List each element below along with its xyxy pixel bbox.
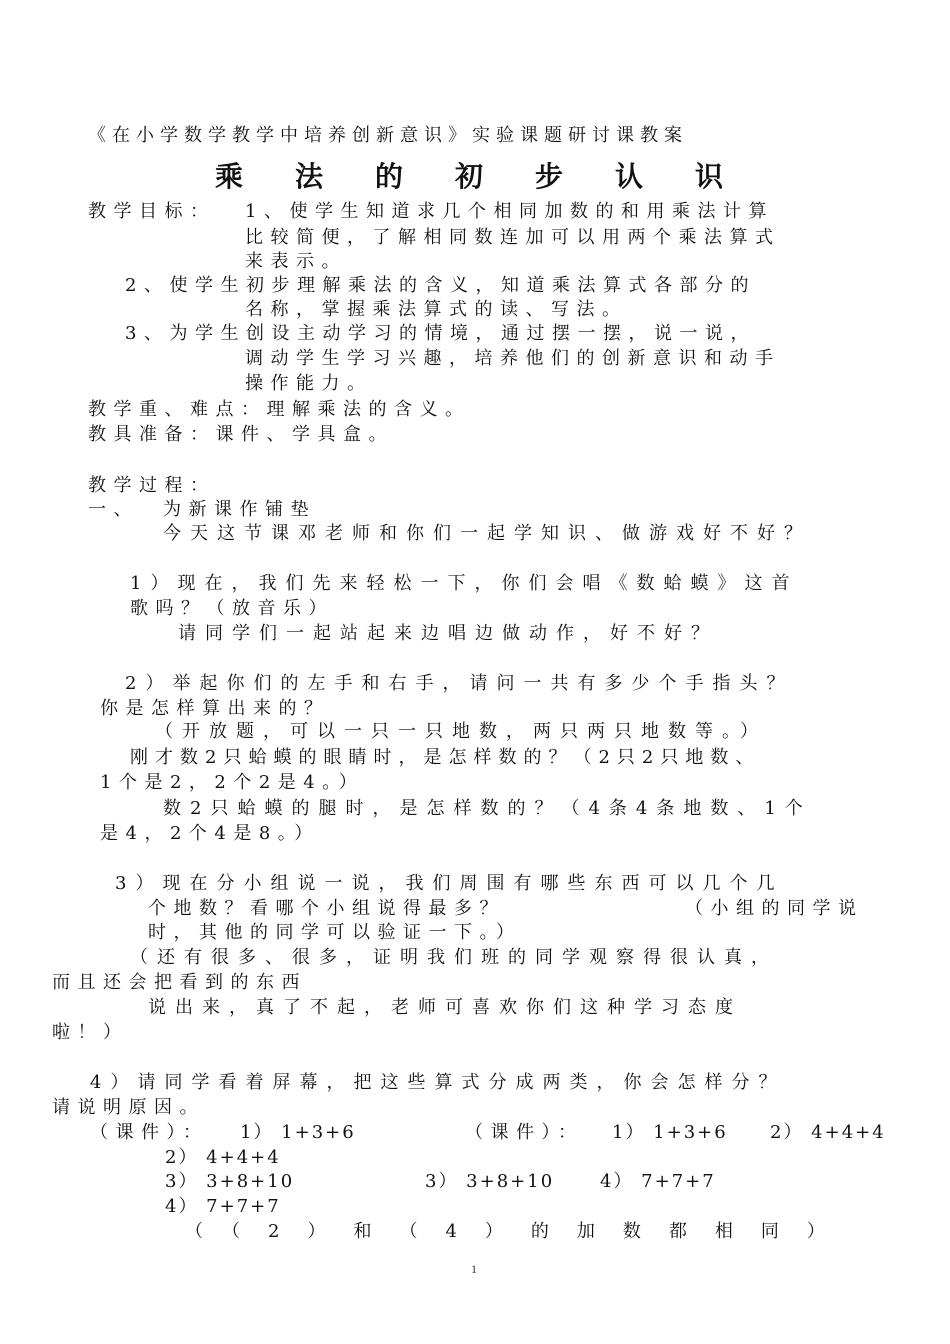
objectives-label: 教学目标： bbox=[88, 201, 216, 222]
objective-1-line-1: 1、使学生知道求几个相同加数的和用乘法计算 bbox=[245, 201, 774, 222]
teaching-tools: 教具准备：课件、学具盒。 bbox=[88, 424, 394, 445]
expression-2-2: 2） 4+4+4 bbox=[770, 1122, 886, 1143]
step-3-line-6: 说出来，真了不起，老师可喜欢你们这种学习态度 bbox=[148, 997, 742, 1018]
objective-1-line-2: 比较简便，了解相同数连加可以用两个乘法算式 bbox=[245, 227, 781, 248]
page-title: 乘法的初步认识 bbox=[215, 160, 776, 193]
step-2-line-7: 是4，2个4是8。） bbox=[100, 823, 320, 844]
objective-3-line-1: 3、为学生创设主动学习的情境，通过摆一摆，说一说， bbox=[125, 323, 756, 344]
section-1-intro: 今天这节课邓老师和你们一起学知识、做游戏好不好？ bbox=[163, 523, 811, 544]
step-2-line-6: 数2只蛤蟆的腿时，是怎样数的？（4条4条地数、1个 bbox=[163, 798, 812, 819]
expression-1-4: 4） 7+7+7 bbox=[165, 1196, 281, 1217]
expression-2-4: 4） 7+7+7 bbox=[600, 1171, 716, 1192]
step-3-line-4: （还有很多、很多，证明我们班的同学观察得很认真， bbox=[130, 947, 778, 968]
courseware-label-1: （课件）： bbox=[90, 1122, 209, 1143]
courseware-label-2: （课件）： bbox=[465, 1122, 584, 1143]
step-1-line-2: 歌吗？（放音乐） bbox=[130, 598, 334, 619]
step-2-line-1: 2）举起你们的左手和右手，请问一共有多少个手指头？ bbox=[125, 673, 794, 694]
step-2-line-4: 刚才数2只蛤蟆的眼睛时，是怎样数的？（2只2只地数、 bbox=[130, 747, 761, 768]
expression-1-1: 1） 1+3+6 bbox=[240, 1122, 356, 1143]
step-3-line-2: 个地数？看哪个小组说得最多？ bbox=[148, 898, 505, 919]
objective-2-line-1: 2、使学生初步理解乘法的含义，知道乘法算式各部分的 bbox=[125, 275, 756, 296]
step-2-line-2: 你是怎样算出来的？ bbox=[100, 698, 330, 719]
step-1-line-3: 请同学们一起站起来边唱边做动作，好不好？ bbox=[178, 623, 718, 644]
key-points: 教学重、难点：理解乘法的含义。 bbox=[88, 399, 471, 420]
step-4-line-1: 4）请同学看着屏幕，把这些算式分成两类，你会怎样分？ bbox=[90, 1072, 786, 1093]
section-1-number: 一、 bbox=[88, 499, 139, 520]
expression-2-1: 1） 1+3+6 bbox=[612, 1122, 728, 1143]
step-3-line-5: 而且还会把看到的东西 bbox=[52, 972, 307, 993]
step-1-line-1: 1）现在，我们先来轻松一下，你们会唱《数蛤蟆》这首 bbox=[130, 573, 799, 594]
step-3-line-3: 时，其他的同学可以验证一下。） bbox=[148, 922, 522, 943]
step-3-line-2b: （小组的同学说 bbox=[685, 898, 864, 919]
step-3-line-1: 3）现在分小组说一说，我们周围有哪些东西可以几个几 bbox=[115, 873, 784, 894]
expression-1-3: 3） 3+8+10 bbox=[165, 1171, 295, 1192]
grouping-note: （（2）和（4）的加数都相同） bbox=[185, 1221, 853, 1242]
objective-2-line-2: 名称，掌握乘法算式的读、写法。 bbox=[245, 299, 628, 320]
section-1-title: 为新课作铺垫 bbox=[163, 499, 316, 520]
process-label: 教学过程： bbox=[88, 475, 216, 496]
step-2-line-5: 1个是2，2个2是4。） bbox=[100, 772, 365, 793]
page-number: 1 bbox=[471, 1262, 477, 1276]
objective-3-line-2: 调动学生学习兴趣，培养他们的创新意识和动手 bbox=[245, 348, 781, 369]
objective-3-line-3: 操作能力。 bbox=[245, 373, 373, 394]
step-3-line-7: 啦！） bbox=[52, 1022, 129, 1043]
step-2-line-3: （开放题，可以一只一只地数，两只两只地数等。） bbox=[155, 721, 767, 742]
expression-1-2: 2） 4+4+4 bbox=[165, 1147, 281, 1168]
expression-2-3: 3） 3+8+10 bbox=[425, 1171, 555, 1192]
document-header: 《在小学数学教学中培养创新意识》实验课题研讨课教案 bbox=[88, 125, 688, 146]
objective-1-line-3: 来表示。 bbox=[245, 251, 347, 272]
step-4-line-2: 请说明原因。 bbox=[52, 1097, 205, 1118]
